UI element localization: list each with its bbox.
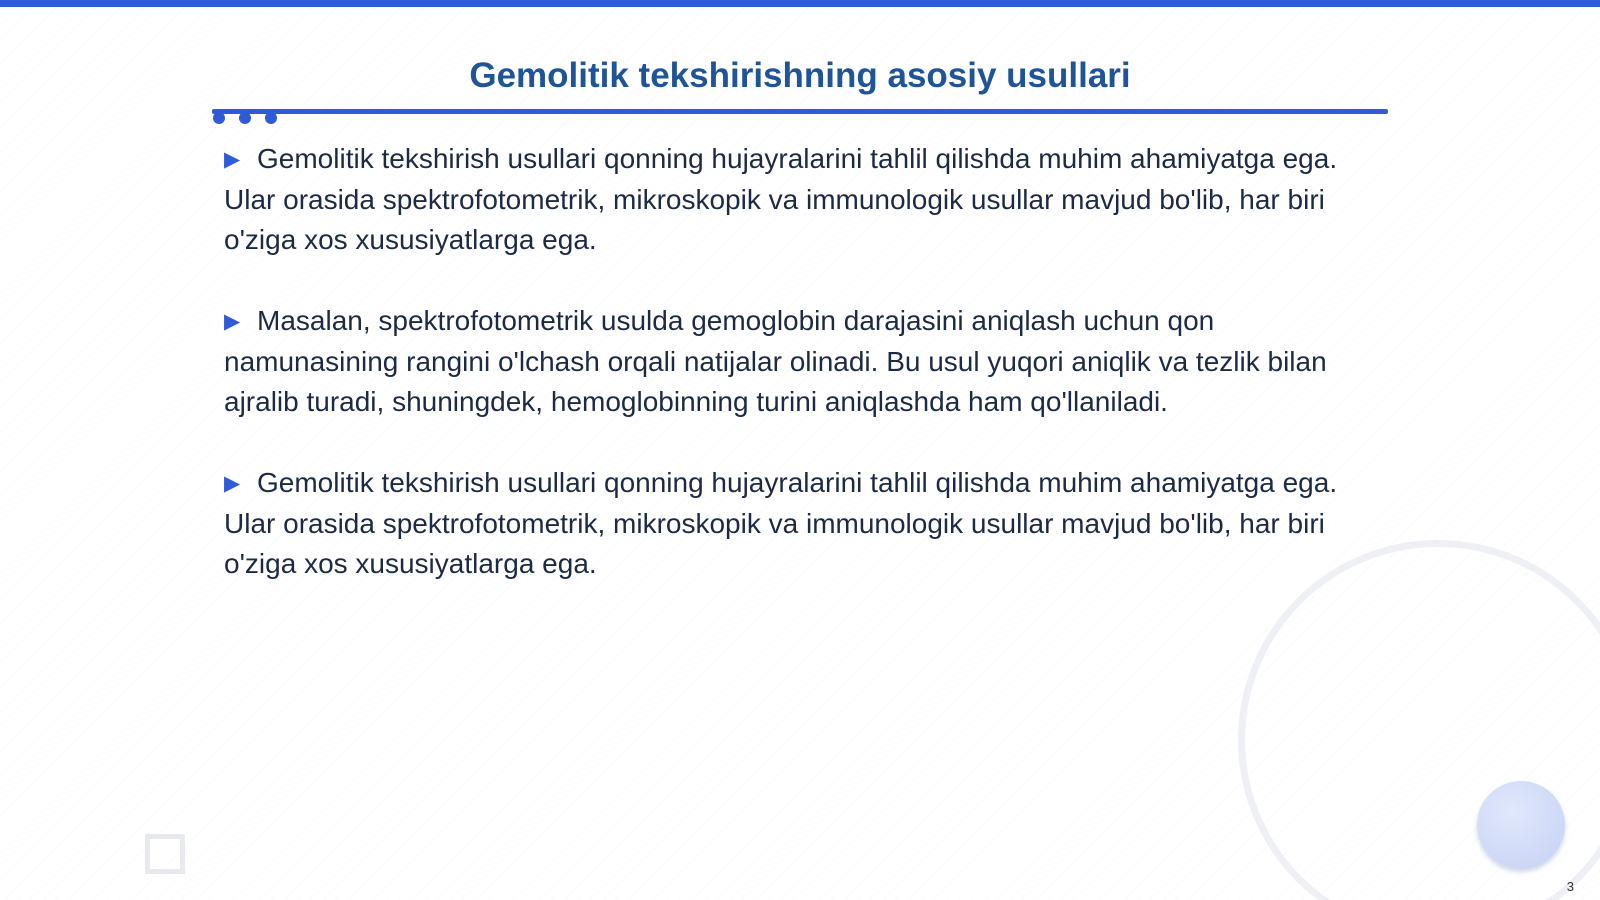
- bullet-text: Masalan, spektrofotometrik usulda gemoglobin darajasini aniqlash uchun qon namunasining rangini o'lchash orqali natijalar olinadi. Bu usul yuqori aniqlik va tezlik bilan ajralib turadi, shuningdek, hemoglobinning turini aniqlashda ham qo'llaniladi.: [224, 305, 1327, 417]
- bullet-item: [224, 139, 1384, 260]
- title-underline: [212, 109, 1388, 114]
- underline-dot: [213, 112, 225, 124]
- top-accent-bar: [0, 0, 1600, 7]
- bullet-text: Gemolitik tekshirish usullari qonning hujayralarini tahlil qilishda muhim ahamiyatga ega. Ular orasida spektrofotometrik, mikroskopik va immunologik usullar mavjud bo'lib, har biri o'ziga xos xususiyatlarga ega.: [224, 143, 1338, 255]
- bullet-item: [224, 301, 1384, 422]
- bullet-text: Gemolitik tekshirish usullari qonning hujayralarini tahlil qilishda muhim ahamiyatga ega. Ular orasida spektrofotometrik, mikroskopik va immunologik usullar mavjud bo'lib, har biri o'ziga xos xususiyatlarga ega.: [224, 467, 1338, 579]
- bullet-item: [224, 463, 1384, 584]
- underline-dot: [239, 112, 251, 124]
- slide-title: Gemolitik tekshirishning asosiy usullari: [469, 56, 1131, 95]
- page-number: 3: [1566, 879, 1574, 894]
- decorative-square-outline: [145, 834, 185, 874]
- underline-dot: [265, 112, 277, 124]
- decorative-circle-filled: [1477, 781, 1565, 869]
- triangle-right-icon: ▶: [224, 310, 241, 333]
- triangle-right-icon: ▶: [224, 148, 241, 171]
- triangle-right-icon: ▶: [224, 472, 241, 495]
- bullet-list: [224, 139, 1384, 625]
